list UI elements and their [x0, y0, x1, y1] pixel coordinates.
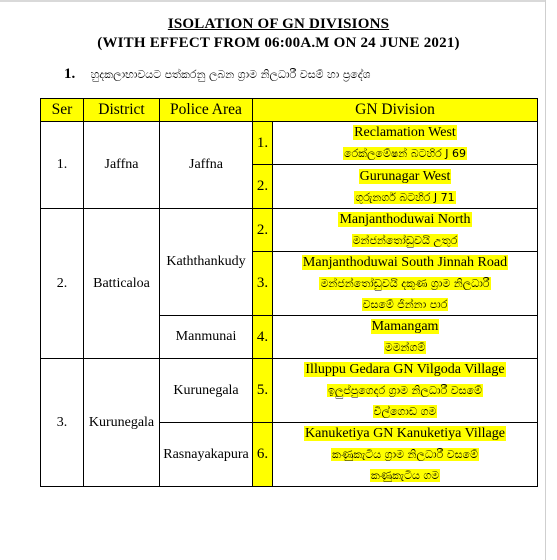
document-title: ISOLATION OF GN DIVISIONS: [167, 16, 390, 32]
document-subtitle: (WITH EFFECT FROM 06:00A.M ON 24 JUNE 2021): [97, 35, 460, 51]
division-cell: [273, 423, 538, 487]
table-row: [41, 122, 538, 165]
division-index: 4.: [253, 316, 273, 359]
division-name-si: කණුකැටිය ග්‍රාම නිලධාරී වසමේ: [332, 448, 478, 461]
division-name-si: මමන්ගම්: [384, 341, 426, 354]
division-index: 6.: [253, 423, 273, 487]
division-name-en: Reclamation West: [354, 125, 456, 140]
police-area-cell: Manmunai: [160, 316, 253, 359]
division-name-si: මන්ජන්තෝඩුවයි දකුණ ග්‍රාම නිලධාරී: [320, 277, 490, 290]
division-name-si: මන්ජන්තෝඩුවයි උතුර: [352, 234, 458, 247]
page-top-border: [0, 0, 545, 2]
district-cell: Jaffna: [84, 122, 160, 209]
police-area-cell: Kurunegala: [160, 359, 253, 423]
division-index: 2.: [253, 165, 273, 209]
division-name-si: ඉලුප්පුගෙදර ග්‍රාම නිලධාරී වසමේ: [328, 384, 482, 397]
ser-cell: 1.: [41, 122, 84, 209]
division-index: 2.: [253, 209, 273, 252]
division-index: 3.: [253, 252, 273, 316]
division-name-si: රෙක්ලමේෂන් බටහිර J 69: [343, 147, 467, 160]
division-name-si-line2: විල්ගොඩ ගම: [373, 405, 437, 418]
division-index: 1.: [253, 122, 273, 165]
header-ser: Ser: [41, 99, 84, 122]
division-cell: [273, 359, 538, 423]
header-gn-division: GN Division: [253, 99, 538, 122]
division-name-en: Manjanthoduwai South Jinnah Road: [302, 255, 508, 270]
division-cell: [273, 252, 538, 316]
ser-cell: 2.: [41, 209, 84, 359]
section-heading: [64, 66, 371, 83]
district-cell: Batticaloa: [84, 209, 160, 359]
table-row: [41, 209, 538, 252]
header-district: District: [84, 99, 160, 122]
division-name-en: Illuppu Gedara GN Vilgoda Village: [305, 362, 505, 377]
division-cell: [273, 316, 538, 359]
division-name-si-line2: කණුකැටිය ගම: [370, 469, 440, 482]
district-cell: Kurunegala: [84, 359, 160, 487]
division-name-si-line2: වසමේ ජින්නා පාර: [362, 298, 448, 311]
police-area-cell: Rasnayakapura: [160, 423, 253, 487]
page-right-border: [545, 0, 546, 560]
division-name-en: Mamangam: [371, 319, 439, 334]
section-text: හුදකලාභාවයට පත්කරනු ලබන ග්‍රාම නිලධාරී වසම් හා ප්‍රදේශ: [90, 68, 371, 81]
division-cell: [273, 122, 538, 165]
table-header-row: [41, 99, 538, 122]
table-row: [41, 359, 538, 423]
ser-cell: 3.: [41, 359, 84, 487]
division-cell: [273, 165, 538, 209]
police-area-cell: Kaththankudy: [160, 209, 253, 316]
police-area-cell: Jaffna: [160, 122, 253, 209]
header-police-area: Police Area: [160, 99, 253, 122]
division-index: 5.: [253, 359, 273, 423]
division-name-en: Gurunagar West: [359, 168, 451, 184]
section-number: 1.: [64, 66, 76, 82]
division-cell: [273, 209, 538, 252]
division-name-en: Kanuketiya GN Kanuketiya Village: [305, 426, 505, 441]
gn-division-table: [40, 98, 538, 487]
division-name-en: Manjanthoduwai North: [339, 212, 471, 227]
division-name-si: ගුරුනගර් බටහිර J 71: [355, 190, 455, 204]
